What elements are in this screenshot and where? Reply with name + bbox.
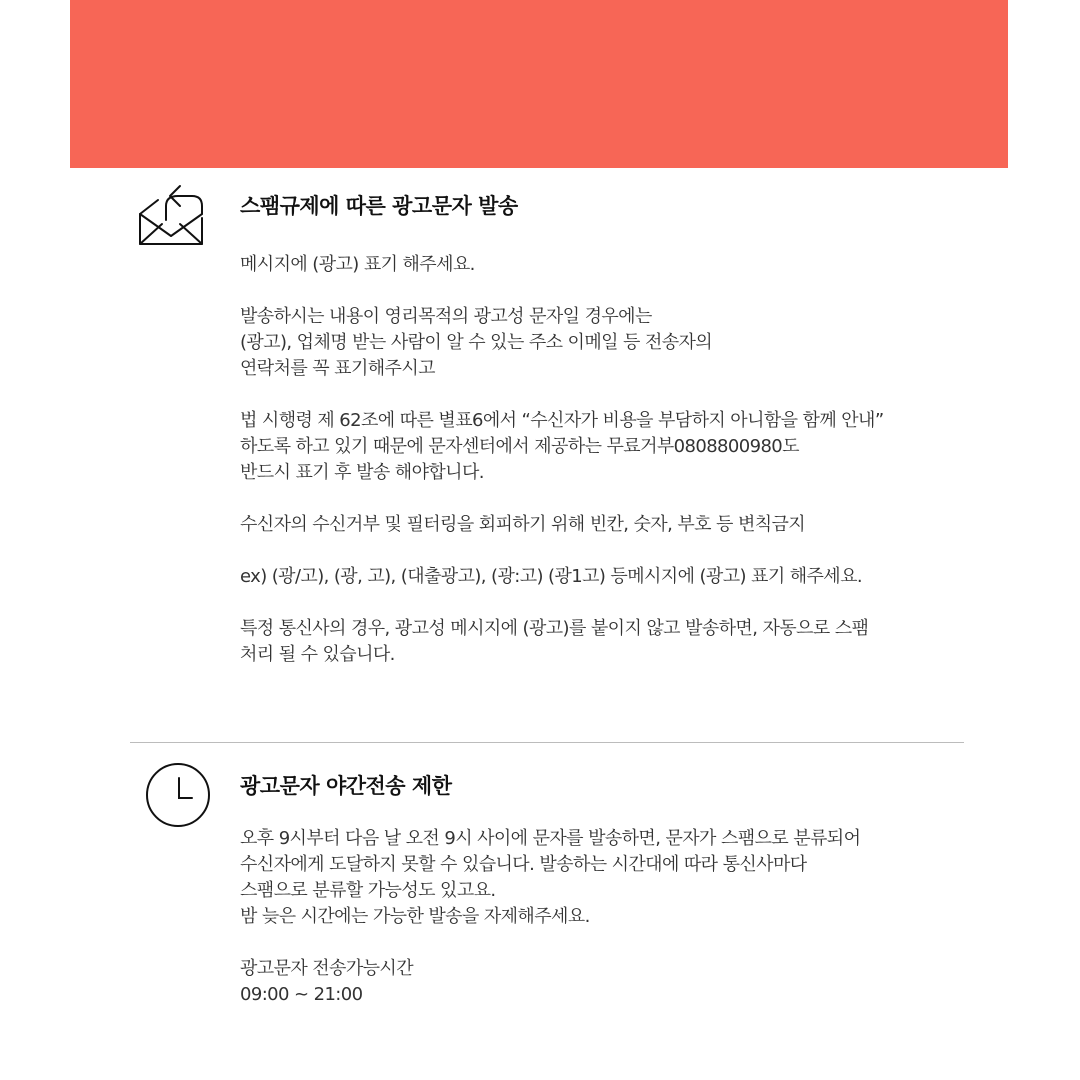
header-banner [70,0,1008,168]
paragraph: 특정 통신사의 경우, 광고성 메시지에 (광고)를 붙이지 않고 발송하면, 자동으로 스팸 처리 될 수 있습니다. [240,618,869,665]
paragraph: 발송하시는 내용이 영리목적의 광고성 문자일 경우에는 (광고), 업체명 받는 사람이 알 수 있는 주소 이메일 등 전송자의 연락처를 꼭 표기해주시고 [240,306,713,379]
section-divider [130,742,964,743]
mail-reply-icon [136,180,208,252]
paragraph: 오후 9시부터 다음 날 오전 9시 사이에 문자를 발송하면, 문자가 스팸으로 분류되어 수신자에게 도달하지 못할 수 있습니다. 발송하는 시간대에 따라 통신사마다 스팸으로 분류할 가능성도 있고요. 밤 늦은 시간에는 가능한 발송을 자제해주세요. [240,828,861,927]
section-body [240,826,1010,1008]
paragraph: 법 시행령 제 62조에 따른 별표6에서 “수신자가 비용을 부담하지 아니함을 함께 안내” 하도록 하고 있기 때문에 문자센터에서 제공하는 무료거부0808800980도 반드시 표기 후 발송 해야합니다. [240,410,884,483]
clock-icon [145,762,211,828]
paragraph: 광고문자 전송가능시간 09:00 ~ 21:00 [240,958,414,1005]
paragraph: 메시지에 (광고) 표기 해주세요. [240,254,475,275]
section-title: 광고문자 야간전송 제한 [240,774,452,798]
section-body [240,252,1010,668]
section-title: 스팸규제에 따른 광고문자 발송 [240,194,518,218]
paragraph: 수신자의 수신거부 및 필터링을 회피하기 위해 빈칸, 숫자, 부호 등 변칙금지 [240,514,806,535]
paragraph: ex) (광/고), (광, 고), (대출광고), (광:고) (광1고) 등메시지에 (광고) 표기 해주세요. [240,566,863,587]
